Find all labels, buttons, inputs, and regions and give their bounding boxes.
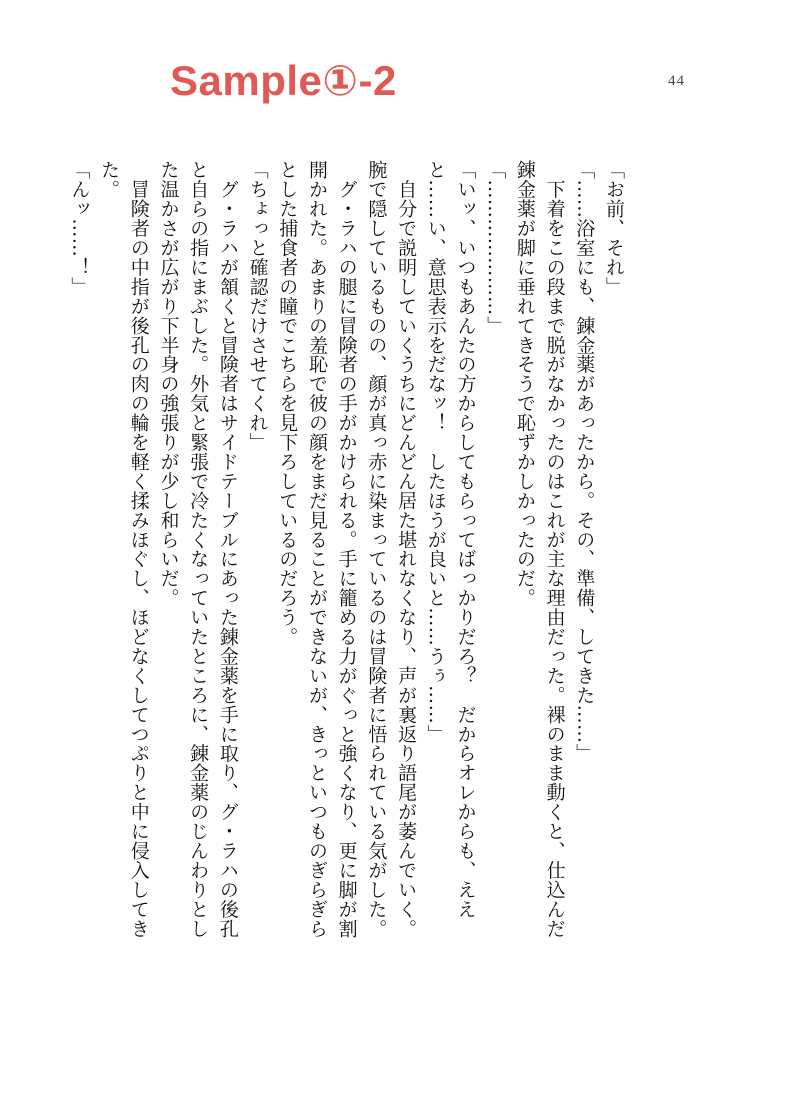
paragraph: グ・ラハの腿に冒険者の手がかけられる。手に籠める力がぐっと強くなり、更に脚が割開かれた。あまりの羞恥で彼の顔をまだ見ることができないが、きっといつものぎらぎらとした捕食者の瞳でこちらを見下ろしているのだろう。 — [276, 160, 358, 938]
paragraph: 「…………………」 — [484, 160, 507, 336]
paragraph: 「お前、それ」 — [603, 160, 625, 297]
paragraph: 「……浴室にも、錬金薬があったから。その、準備、してきた……」 — [573, 160, 596, 763]
novel-text-area — [68, 160, 628, 940]
paragraph: 「いッ、いつもあんたの方からしてもらってばっかりだろ？ だからオレからも、ええと……い、意思表示をだなッ！ したほうが良いと……うぅ……」 — [424, 160, 477, 919]
paragraph: 「んッ……！」 — [68, 160, 91, 297]
page-number: 44 — [668, 73, 685, 89]
paragraph: 冒険者の中指が後孔の肉の輪を軽く揉みほぐし、ほどなくしてつぷりと中に侵入してきた。 — [98, 160, 150, 938]
paragraph: 「ちょっと確認だけさせてくれ」 — [246, 160, 269, 452]
paragraph: グ・ラハが頷くと冒険者はサイドテーブルにあった錬金薬を手に取り、グ・ラハの後孔と自らの指にまぶした。外気と緊張で冷たくなっていたところに、錬金薬のじんわりとした温かさが広がり下半身の強張りが少し和らいだ。 — [157, 160, 239, 938]
sample-label: Sample①-2 — [170, 57, 397, 104]
paragraph: 自分で説明していくうちにどんどん居た堪れなくなり、声が裏返り語尾が萎んでいく。腕で隠しているものの、顔が真っ赤に染まっているのは冒険者に悟られている気がした。 — [365, 160, 418, 938]
paragraph: 下着をこの段まで脱がなかったのはこれが主な理由だった。裸のまま動くと、仕込んだ錬金薬が脚に垂れてきそうで恥ずかしかったのだ。 — [513, 160, 566, 938]
vertical-text-column — [68, 160, 628, 940]
